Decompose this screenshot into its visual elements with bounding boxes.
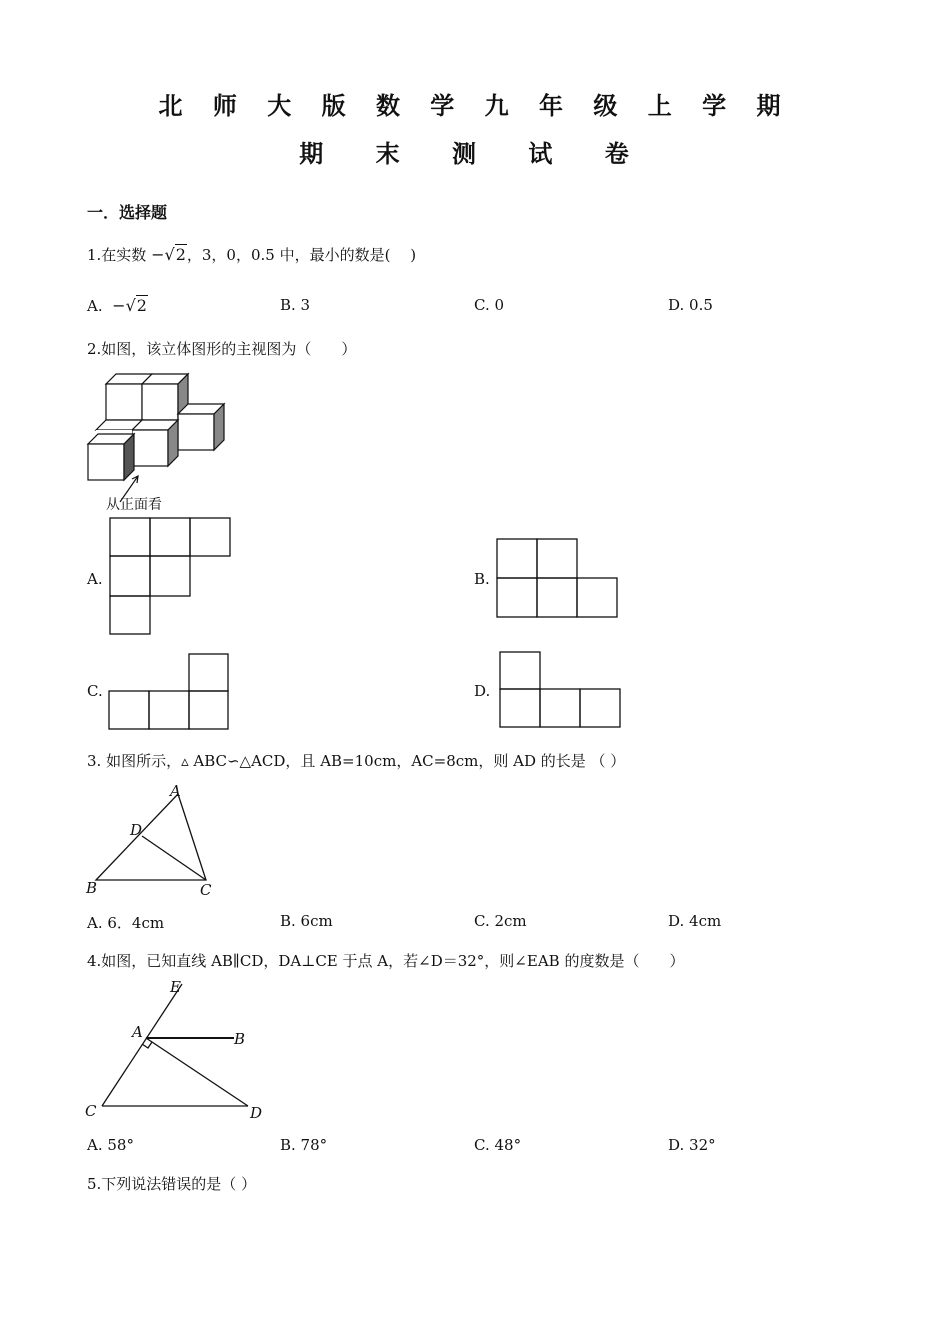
q4-option-c: C. 48°: [474, 1136, 522, 1154]
q3-option-a: A. 6．4cm: [87, 914, 165, 932]
paper-title: 北 师 大 版 数 学 九 年 级 上 学 期: [158, 91, 792, 120]
question-1: [87, 244, 416, 265]
q4-label-b: B: [234, 1030, 246, 1048]
q3-label-b: B: [86, 879, 98, 897]
q1-option-b: B. 3: [280, 296, 311, 314]
paper-subtitle: 期 末 测 试 卷: [299, 139, 651, 168]
q3-option-d: D. 4cm: [668, 912, 722, 930]
q4-label-a: A: [132, 1023, 143, 1041]
q3-label-a: A: [170, 782, 181, 800]
q2-solid-figure: [82, 366, 242, 516]
q3-triangle-figure: [82, 778, 222, 902]
q1-suffix: ，3，0，0.5 中，最小的数是( ): [186, 246, 417, 264]
q3-option-b: B. 6cm: [280, 912, 333, 930]
q1-option-c: C. 0: [474, 296, 505, 314]
q3-label-c: C: [200, 881, 212, 899]
q4-label-d: D: [250, 1104, 263, 1122]
question-2: 2.如图，该立体图形的主视图为（ ）: [87, 340, 357, 358]
q2-option-a: A.: [87, 570, 103, 588]
q4-parallel-lines-figure: [82, 978, 272, 1124]
q4-label-e: E: [170, 978, 181, 996]
q2-option-d-figure: [498, 650, 624, 730]
q2-option-c-figure: [108, 652, 234, 732]
q2-option-b-figure: [496, 538, 622, 620]
q2-figure-caption: 从正面看: [106, 497, 162, 513]
q1-neg-sqrt2: −√2: [151, 245, 186, 264]
q2-option-c: C.: [87, 682, 103, 700]
q4-label-c: C: [85, 1102, 97, 1120]
q2-option-a-figure: [108, 516, 236, 638]
question-5: 5.下列说法错误的是（ ）: [87, 1175, 257, 1193]
q2-option-d: D.: [474, 682, 491, 700]
question-3: 3. 如图所示，▵ ABC∽△ACD，且 AB=10cm，AC=8cm，则 AD 的长是 （ ）: [87, 752, 626, 770]
q4-option-a: A. 58°: [87, 1136, 134, 1154]
section-heading: 一．选择题: [87, 203, 168, 222]
q2-option-b: B.: [474, 570, 490, 588]
q4-option-d: D. 32°: [668, 1136, 716, 1154]
q3-option-c: C. 2cm: [474, 912, 527, 930]
q1-option-d: D. 0.5: [668, 296, 713, 314]
q4-option-b: B. 78°: [280, 1136, 328, 1154]
q3-label-d: D: [130, 821, 143, 839]
q1-prefix: 1.在实数: [87, 246, 147, 264]
q1-option-a: A. −√2: [87, 296, 147, 315]
question-4: 4.如图，已知直线 AB∥CD，DA⊥CE 于点 A，若∠D＝32°，则∠EAB 的度数是（ ）: [87, 952, 685, 970]
